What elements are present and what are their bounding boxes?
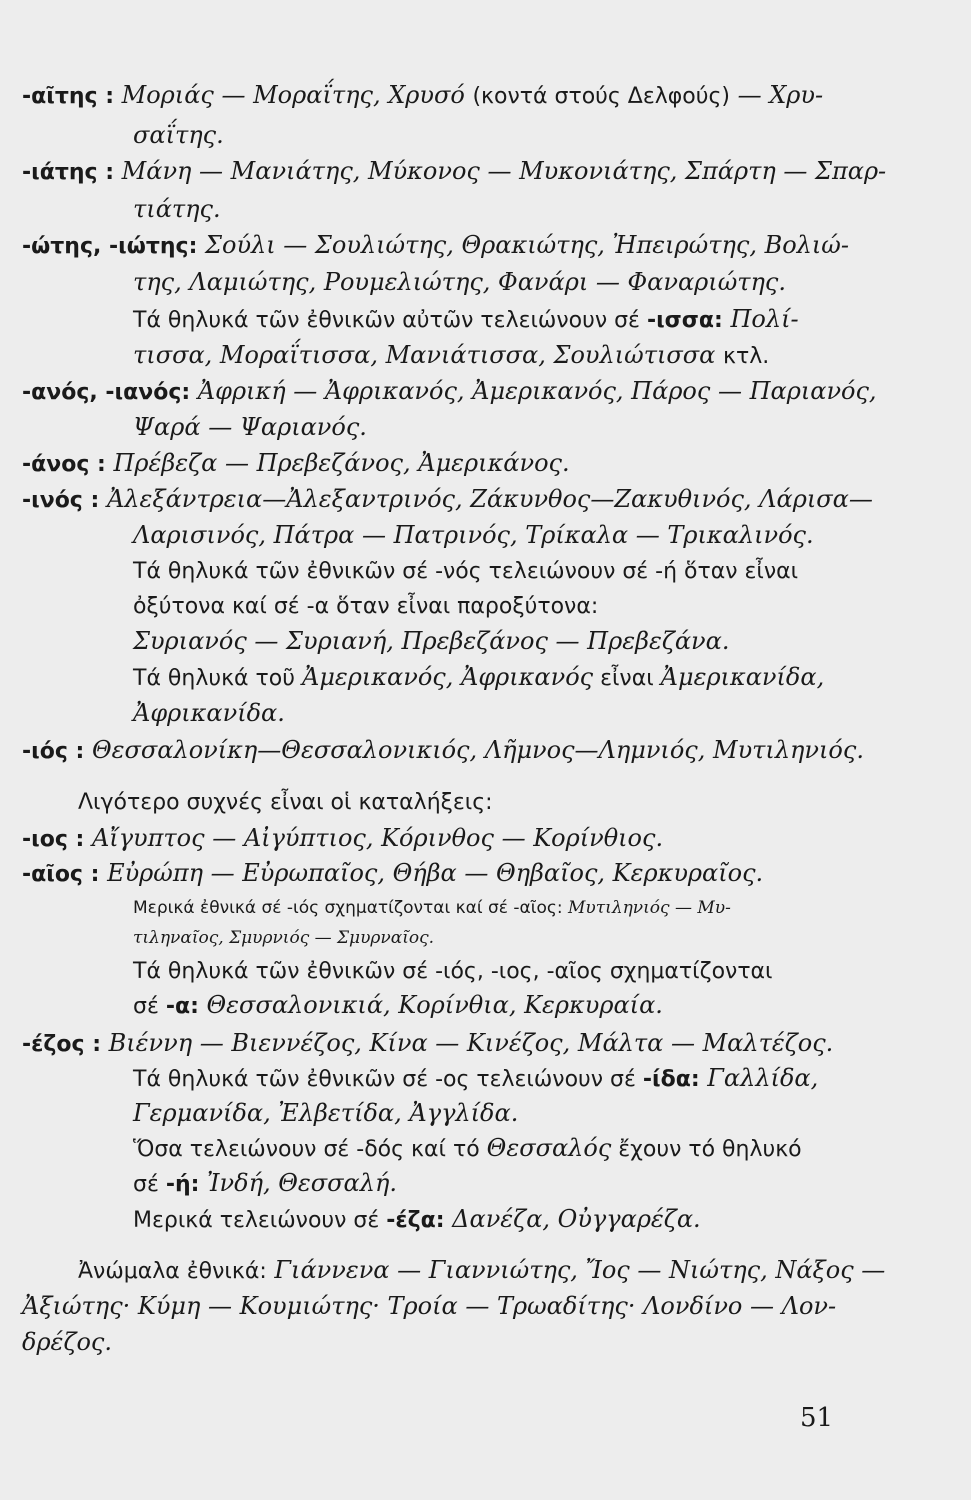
text-span: Μάνη — Μανιάτης, Μύκονος — Μυκονιάτης, Σπάρτη — Σπαρ- (114, 157, 887, 185)
text-span: Ψαρά — Ψαριανός. (133, 413, 367, 441)
text-span: Λαρισινός, Πάτρα — Πατρινός, Τρίκαλα — Τρικαλινός. (133, 521, 814, 549)
text-span: Τά θηλυκά τοῦ (133, 666, 302, 691)
text-span: Ἀξιώτης· Κύμη — Κουμιώτης· Τροία — Τρωαδίτης· Λονδίνο — Λον- (22, 1292, 837, 1320)
text-span: Μυτιληνιός — Μυ- (562, 898, 731, 918)
text-span: δρέζος. (22, 1328, 112, 1356)
text-span: ὀξύτονα καί σέ -α ὅταν εἶναι παροξύτονα: (133, 594, 599, 619)
text-span: ἔχουν τό θηλυκό (611, 1137, 802, 1162)
text-span: Δανέζα, Οὐγγαρέζα. (444, 1205, 701, 1233)
text-span: Ἀφρικανίδα. (133, 699, 285, 727)
text-span: τισσα, Μοραΐτισσα, Μανιάτισσα, Σουλιώτισσα (133, 341, 723, 369)
suffix-term: -ίδα: (642, 1067, 700, 1092)
text-line (133, 920, 434, 953)
text-line (22, 80, 823, 112)
text-span: Συριανός — Συριανή, Πρεβεζάνος — Πρεβεζάνα. (133, 627, 730, 655)
text-span: Ὅσα τελειώνουν σέ -δός καί τό (133, 1137, 487, 1162)
suffix-term: -ιάτης : (22, 160, 115, 185)
text-line (78, 786, 493, 818)
text-line (133, 520, 814, 550)
text-span: εἶναι (593, 666, 661, 691)
text-span: Εὐρώπη — Εὐρωπαῖος, Θήβα — Θηβαῖος, Κερκυραῖος. (99, 859, 764, 887)
text-line (22, 376, 877, 408)
text-span: Βιέννη — Βιεννέζος, Κίνα — Κινέζος, Μάλτα — Μαλτέζος. (101, 1029, 834, 1057)
text-span: Γιάννενα — Γιαννιώτης, Ἴος — Νιώτης, Νάξος — (266, 1256, 886, 1284)
suffix-term: -ισσα: (646, 308, 723, 333)
text-line (22, 484, 873, 516)
text-line (133, 1063, 818, 1095)
suffix-term: -ιος : (22, 827, 85, 852)
text-line (22, 1327, 112, 1357)
text-span: Ἀφρική — Ἀφρικανός, Ἀμερικανός, Πάρος — Παριανός, (190, 377, 877, 405)
text-line (133, 304, 799, 336)
text-line (22, 448, 570, 480)
text-span: (κοντά στούς Δελφούς) (472, 84, 730, 109)
text-line (22, 735, 864, 767)
text-span: Αἴγυπτος — Αἰγύπτιος, Κόρινθος — Κορίνθιος. (84, 824, 664, 852)
text-line (22, 230, 849, 262)
text-span: Ἀμερικανός, Ἀφρικανός (301, 663, 594, 691)
text-span: σέ (133, 1172, 166, 1197)
text-line (22, 156, 886, 188)
text-line (133, 340, 769, 372)
text-span: — Χρυ- (729, 81, 824, 109)
text-line (133, 626, 729, 656)
text-span: κτλ. (722, 344, 770, 369)
text-line (133, 555, 798, 587)
suffix-term: -αῖτης : (22, 84, 115, 109)
text-span: Ἀνώμαλα ἐθνικά: (78, 1259, 267, 1284)
suffix-term: -ή: (165, 1172, 200, 1197)
text-line (22, 1291, 836, 1321)
text-line (22, 1028, 833, 1060)
suffix-term: -α: (165, 994, 199, 1019)
suffix-term: -ανός, -ιανός: (22, 380, 191, 405)
text-line (22, 823, 663, 855)
text-line (78, 1255, 885, 1287)
text-line (133, 890, 731, 923)
text-line (133, 990, 663, 1022)
text-span: τιληναῖος, Σμυρνιός — Σμυρναῖος. (133, 928, 435, 948)
text-span: Πολί- (722, 305, 799, 333)
text-span: σέ (133, 994, 166, 1019)
text-line (133, 1204, 701, 1236)
suffix-term: -έζα: (386, 1208, 445, 1233)
suffix-term: -ινός : (22, 488, 100, 513)
text-span: Μοριάς — Μοραΐτης, Χρυσό (114, 81, 473, 109)
text-line (133, 698, 285, 728)
text-span: Μερικά τελειώνουν σέ (133, 1208, 387, 1233)
text-span: Θεσσαλονικιά, Κορίνθια, Κερκυραία. (198, 991, 663, 1019)
page-number: 51 (800, 1403, 834, 1433)
text-span: Πρέβεζα — Πρεβεζάνος, Ἀμερικάνος. (105, 449, 570, 477)
text-span: Γαλλίδα, (699, 1064, 819, 1092)
text-line (133, 1098, 518, 1128)
text-span: Λιγότερο συχνές εἶναι οἱ καταλήξεις: (78, 790, 493, 815)
text-span: Μερικά ἐθνικά σέ -ιός σχηματίζονται καί σέ -αῖος: (133, 898, 563, 918)
text-line (133, 120, 224, 150)
text-line (133, 194, 221, 224)
text-line (133, 955, 773, 987)
text-span: Τά θηλυκά τῶν ἐθνικῶν αὐτῶν τελειώνουν σέ (133, 308, 647, 333)
text-span: Τά θηλυκά τῶν ἐθνικῶν σέ -ος τελειώνουν σέ (133, 1067, 643, 1092)
text-line (133, 662, 824, 694)
suffix-term: -έζος : (22, 1032, 101, 1057)
text-line (22, 858, 763, 890)
text-span: Τά θηλυκά τῶν ἐθνικῶν σέ -νός τελειώνουν σέ -ή ὅταν εἶναι (133, 559, 799, 584)
suffix-term: -ιός : (22, 739, 85, 764)
text-span: σαΐτης. (133, 121, 224, 149)
text-span: Σούλι — Σουλιώτης, Θρακιώτης, Ἠπειρώτης, Βολιώ- (197, 231, 849, 259)
text-span: Θεσσαλονίκη—Θεσσαλονικιός, Λῆμνος—Λημνιός, Μυτιληνιός. (84, 736, 864, 764)
text-line (133, 412, 367, 442)
text-span: τιάτης. (133, 195, 221, 223)
text-line (133, 590, 598, 622)
suffix-term: -άνος : (22, 452, 106, 477)
text-span: Τά θηλυκά τῶν ἐθνικῶν σέ -ιός, -ιος, -αῖος σχηματίζονται (133, 959, 773, 984)
text-span: Γερμανίδα, Ἐλβετίδα, Ἀγγλίδα. (133, 1099, 519, 1127)
text-line (133, 267, 786, 297)
text-span: Ἰνδή, Θεσσαλή. (199, 1169, 397, 1197)
text-span: Ἀλεξάντρεια—Ἀλεξαντρινός, Ζάκυνθος—Ζακυθινός, Λάρισα— (99, 485, 873, 513)
suffix-term: -ώτης, -ιώτης: (22, 234, 198, 259)
text-span: Θεσσαλός (486, 1134, 612, 1162)
suffix-term: -αῖος : (22, 862, 100, 887)
text-line (133, 1133, 802, 1165)
text-line (133, 1168, 397, 1200)
text-span: της, Λαμιώτης, Ρουμελιώτης, Φανάρι — Φαναριώτης. (133, 268, 786, 296)
text-span: Ἀμερικανίδα, (660, 663, 825, 691)
